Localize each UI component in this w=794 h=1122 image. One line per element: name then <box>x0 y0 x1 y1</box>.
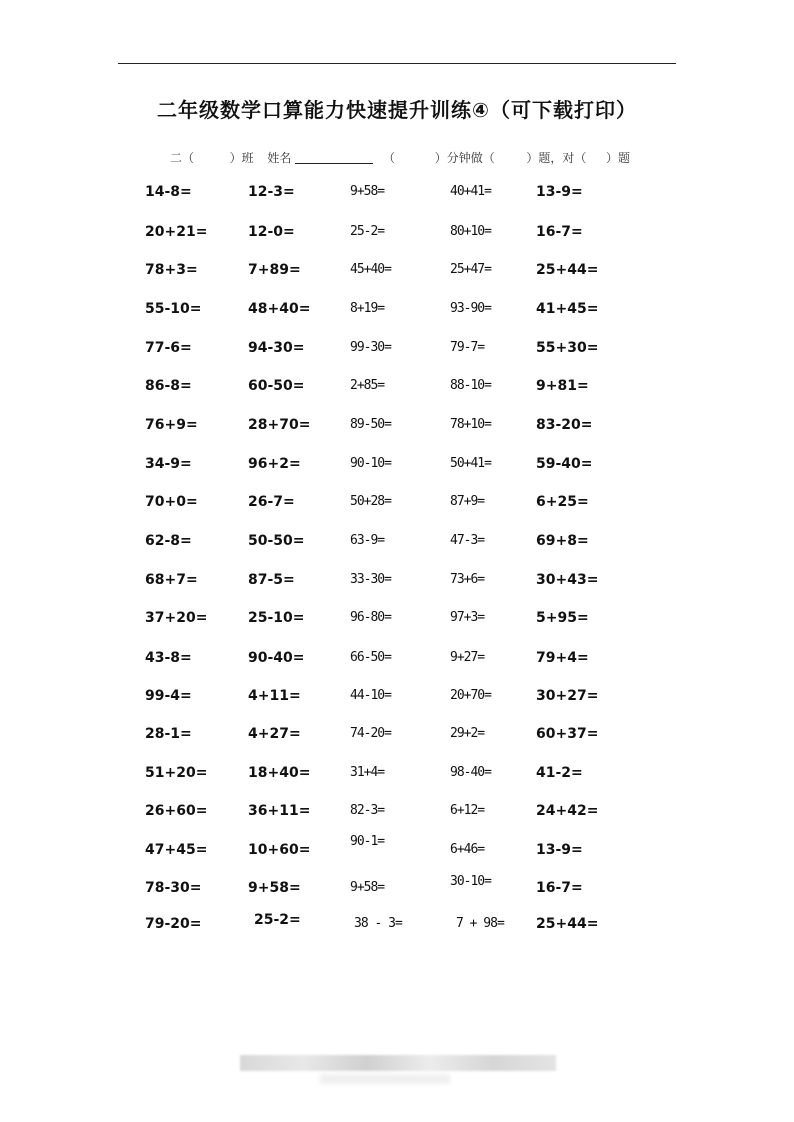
minutes-open: （ <box>383 151 396 165</box>
problem-c5-r3: 25+44= <box>536 262 599 278</box>
problem-c5-r9: 6+25= <box>536 494 589 510</box>
footer-watermark-sub <box>320 1074 450 1084</box>
problem-c2-r20: 25-2= <box>254 912 301 928</box>
problem-c4-r13: 9+27= <box>450 650 485 665</box>
problem-c2-r10: 50-50= <box>248 533 305 549</box>
problem-c2-r2: 12-0= <box>248 224 295 240</box>
problem-c2-r13: 90-40= <box>248 650 305 666</box>
problem-c2-r12: 25-10= <box>248 610 305 626</box>
problem-c5-r20: 25+44= <box>536 916 599 932</box>
problem-c2-r7: 28+70= <box>248 417 311 433</box>
problem-c4-r8: 50+41= <box>450 456 491 471</box>
problem-c1-r8: 34-9= <box>145 456 192 472</box>
problem-c1-r13: 43-8= <box>145 650 192 666</box>
problem-c2-r11: 87-5= <box>248 572 295 588</box>
problem-c5-r15: 60+37= <box>536 726 599 742</box>
problem-c1-r3: 78+3= <box>145 262 198 278</box>
problem-c4-r4: 93-90= <box>450 301 491 316</box>
problem-c3-r5: 99-30= <box>350 340 391 355</box>
problem-c3-r9: 50+28= <box>350 494 391 509</box>
problem-c4-r7: 78+10= <box>450 417 491 432</box>
problem-c4-r15: 29+2= <box>450 726 485 741</box>
problem-c2-r3: 7+89= <box>248 262 301 278</box>
problem-c5-r4: 41+45= <box>536 301 599 317</box>
problem-c1-r15: 28-1= <box>145 726 192 742</box>
problem-c5-r2: 16-7= <box>536 224 583 240</box>
problem-c5-r14: 30+27= <box>536 688 599 704</box>
problem-c5-r18: 13-9= <box>536 842 583 858</box>
problem-c3-r11: 33-30= <box>350 572 391 587</box>
problem-c3-r13: 66-50= <box>350 650 391 665</box>
problem-c2-r16: 18+40= <box>248 765 311 781</box>
problem-c1-r19: 78-30= <box>145 880 202 896</box>
grade-prefix: 二（ <box>170 151 195 165</box>
problem-c5-r16: 41-2= <box>536 765 583 781</box>
minutes-close: ）分钟做（ <box>434 151 495 165</box>
problem-c5-r5: 55+30= <box>536 340 599 356</box>
problem-c3-r18: 90-1= <box>350 834 385 849</box>
problem-c5-r17: 24+42= <box>536 803 599 819</box>
problem-c1-r5: 77-6= <box>145 340 192 356</box>
problem-c3-r1: 9+58= <box>350 184 385 199</box>
problem-c4-r19: 30-10= <box>450 874 491 889</box>
problem-c2-r8: 96+2= <box>248 456 301 472</box>
problem-c2-r18: 10+60= <box>248 842 311 858</box>
problem-c5-r1: 13-9= <box>536 184 583 200</box>
problem-c3-r6: 2+85= <box>350 378 385 393</box>
problem-c1-r12: 37+20= <box>145 610 208 626</box>
problem-c3-r20: 38 - 3= <box>354 916 402 931</box>
problem-c3-r4: 8+19= <box>350 301 385 316</box>
problem-c4-r16: 98-40= <box>450 765 491 780</box>
problem-c4-r12: 97+3= <box>450 610 485 625</box>
problem-c1-r9: 70+0= <box>145 494 198 510</box>
problem-c3-r16: 31+4= <box>350 765 385 780</box>
problem-c1-r7: 76+9= <box>145 417 198 433</box>
problem-c4-r5: 79-7= <box>450 340 485 355</box>
problem-c2-r4: 48+40= <box>248 301 311 317</box>
problem-c1-r10: 62-8= <box>145 533 192 549</box>
problem-c4-r6: 88-10= <box>450 378 491 393</box>
problem-c5-r12: 5+95= <box>536 610 589 626</box>
problem-c4-r1: 40+41= <box>450 184 491 199</box>
problem-c1-r2: 20+21= <box>145 224 208 240</box>
class-suffix: ）班 <box>229 151 254 165</box>
problem-c4-r3: 25+47= <box>450 262 491 277</box>
problem-c2-r15: 4+27= <box>248 726 301 742</box>
problem-c2-r6: 60-50= <box>248 378 305 394</box>
problem-c1-r18: 47+45= <box>145 842 208 858</box>
problem-c3-r19: 9+58= <box>350 880 385 895</box>
problem-c4-r14: 20+70= <box>450 688 491 703</box>
page-title: 二年级数学口算能力快速提升训练④（可下载打印） <box>157 98 637 122</box>
problem-c3-r15: 74-20= <box>350 726 391 741</box>
problem-c1-r16: 51+20= <box>145 765 208 781</box>
problem-c3-r14: 44-10= <box>350 688 391 703</box>
problem-c4-r17: 6+12= <box>450 803 485 818</box>
footer-watermark <box>240 1055 556 1071</box>
problem-c2-r14: 4+11= <box>248 688 301 704</box>
problem-c5-r13: 79+4= <box>536 650 589 666</box>
problem-c1-r17: 26+60= <box>145 803 208 819</box>
problem-c4-r2: 80+10= <box>450 224 491 239</box>
right-close: ）题 <box>606 151 631 165</box>
problem-c5-r8: 59-40= <box>536 456 593 472</box>
problem-c1-r20: 79-20= <box>145 916 202 932</box>
problem-c1-r6: 86-8= <box>145 378 192 394</box>
problem-c4-r20: 7 + 98= <box>456 916 504 931</box>
problem-c3-r10: 63-9= <box>350 533 385 548</box>
done-close: ）题，对（ <box>526 151 587 165</box>
problem-c5-r6: 9+81= <box>536 378 589 394</box>
problem-c3-r12: 96-80= <box>350 610 391 625</box>
name-label: 姓名 <box>267 151 292 165</box>
problem-c2-r9: 26-7= <box>248 494 295 510</box>
problem-c4-r11: 73+6= <box>450 572 485 587</box>
problem-c1-r11: 68+7= <box>145 572 198 588</box>
problem-c5-r7: 83-20= <box>536 417 593 433</box>
problem-c4-r10: 47-3= <box>450 533 485 548</box>
problem-c3-r3: 45+40= <box>350 262 391 277</box>
problem-c1-r1: 14-8= <box>145 184 192 200</box>
problem-c3-r8: 90-10= <box>350 456 391 471</box>
problem-c4-r9: 87+9= <box>450 494 485 509</box>
problem-c2-r1: 12-3= <box>248 184 295 200</box>
problem-c5-r11: 30+43= <box>536 572 599 588</box>
problem-c3-r2: 25-2= <box>350 224 385 239</box>
problem-c2-r19: 9+58= <box>248 880 301 896</box>
problem-c3-r17: 82-3= <box>350 803 385 818</box>
problem-c5-r10: 69+8= <box>536 533 589 549</box>
problem-c1-r4: 55-10= <box>145 301 202 317</box>
problem-c3-r7: 89-50= <box>350 417 391 432</box>
problem-c2-r5: 94-30= <box>248 340 305 356</box>
problem-c2-r17: 36+11= <box>248 803 311 819</box>
problem-c1-r14: 99-4= <box>145 688 192 704</box>
problem-c4-r18: 6+46= <box>450 842 485 857</box>
problem-c5-r19: 16-7= <box>536 880 583 896</box>
